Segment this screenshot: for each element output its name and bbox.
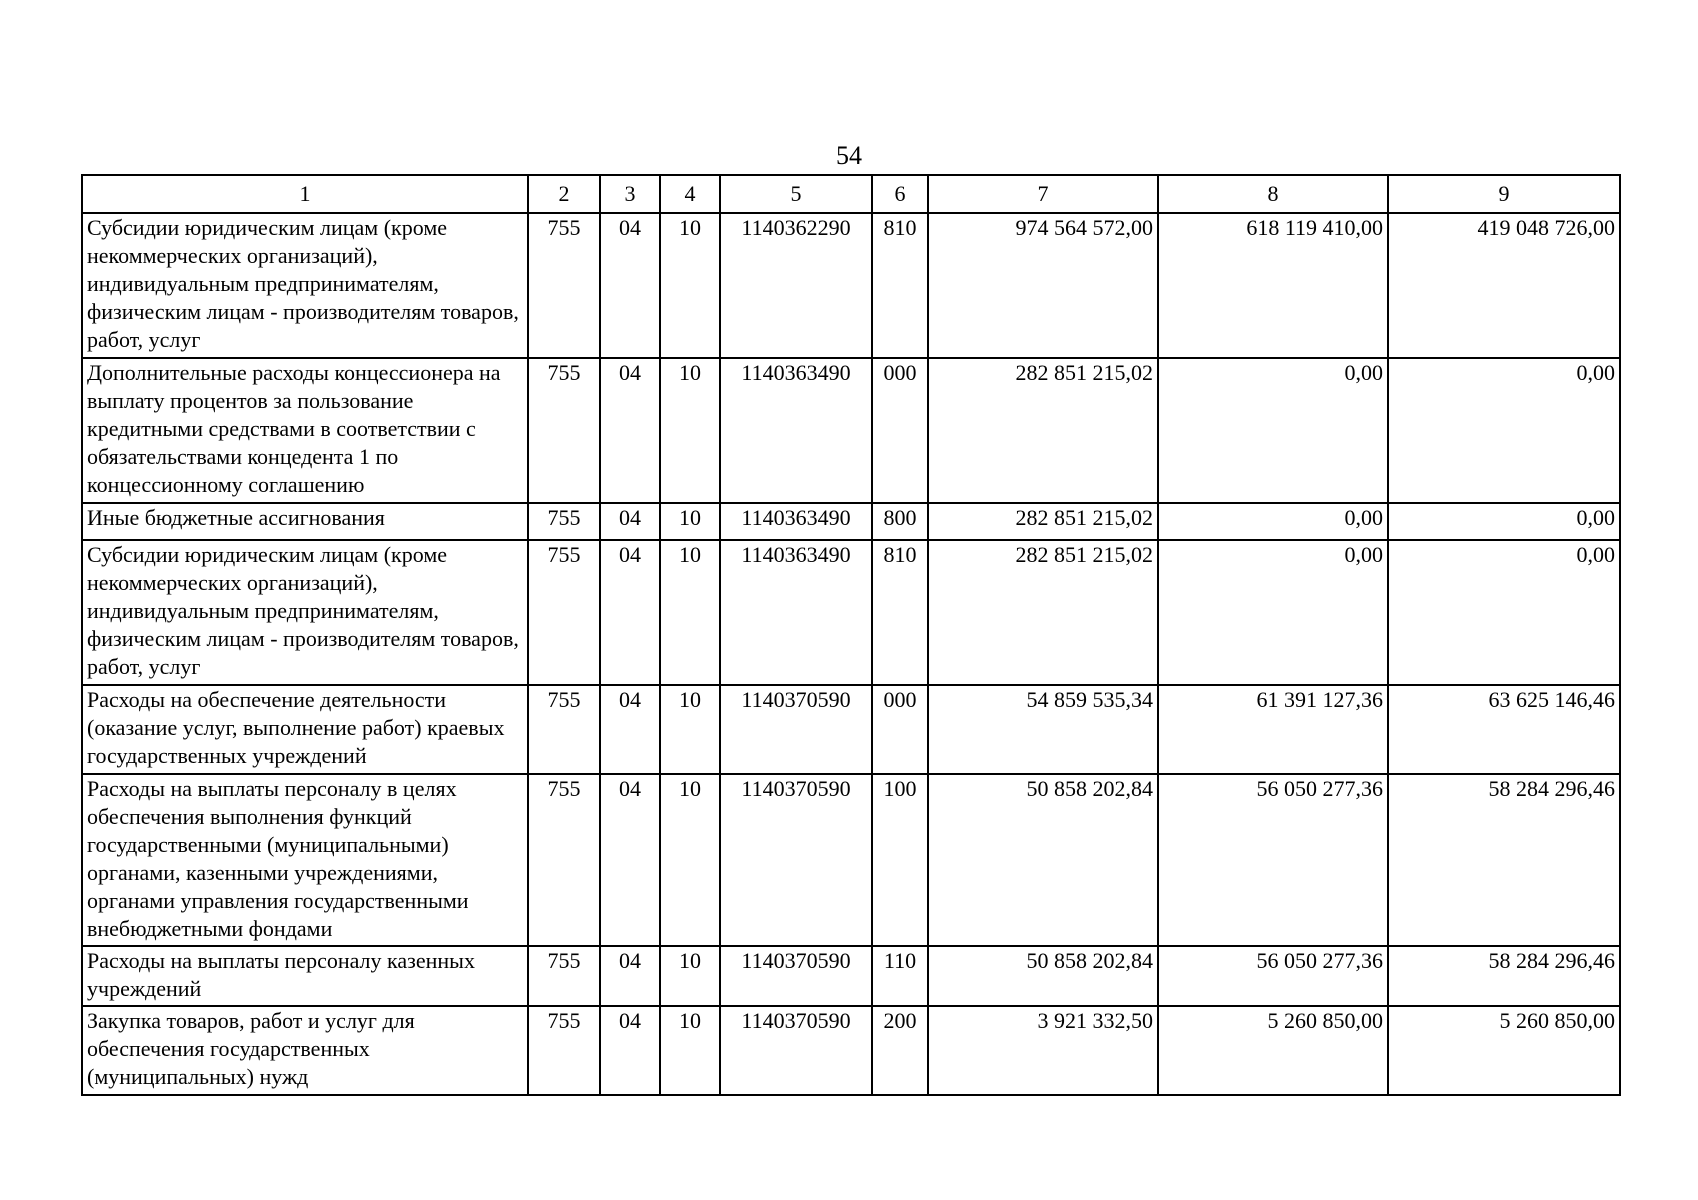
code-cell: 755 [528, 540, 600, 685]
amount-cell: 61 391 127,36 [1158, 685, 1388, 774]
code-cell: 810 [872, 540, 928, 685]
column-header: 2 [528, 175, 600, 213]
code-cell: 10 [660, 213, 720, 358]
code-cell: 755 [528, 1006, 600, 1095]
amount-cell: 0,00 [1158, 540, 1388, 685]
code-cell: 1140370590 [720, 946, 872, 1006]
code-cell: 1140370590 [720, 774, 872, 946]
budget-table [81, 174, 1621, 1096]
table-row [82, 540, 1620, 685]
column-header: 4 [660, 175, 720, 213]
code-cell: 755 [528, 503, 600, 540]
expense-name-cell: Расходы на выплаты персоналу в целях обеспечения выполнения функций государственными (муниципальными) органами, казенными учреждениями, органами управления государственными внебюджетными фондами [82, 774, 528, 946]
amount-cell: 282 851 215,02 [928, 540, 1158, 685]
code-cell: 10 [660, 946, 720, 1006]
code-cell: 755 [528, 774, 600, 946]
code-cell: 04 [600, 685, 660, 774]
code-cell: 1140370590 [720, 685, 872, 774]
code-cell: 04 [600, 774, 660, 946]
amount-cell: 58 284 296,46 [1388, 774, 1620, 946]
code-cell: 000 [872, 358, 928, 503]
amount-cell: 282 851 215,02 [928, 503, 1158, 540]
code-cell: 10 [660, 540, 720, 685]
expense-name-cell: Расходы на обеспечение деятельности (оказание услуг, выполнение работ) краевых государственных учреждений [82, 685, 528, 774]
table-row [82, 358, 1620, 503]
amount-cell: 56 050 277,36 [1158, 774, 1388, 946]
amount-cell: 618 119 410,00 [1158, 213, 1388, 358]
page-number: 54 [836, 141, 862, 170]
amount-cell: 56 050 277,36 [1158, 946, 1388, 1006]
code-cell: 10 [660, 685, 720, 774]
column-header: 7 [928, 175, 1158, 213]
amount-cell: 0,00 [1388, 540, 1620, 685]
code-cell: 10 [660, 503, 720, 540]
code-cell: 755 [528, 213, 600, 358]
expense-name-cell: Дополнительные расходы концессионера на выплату процентов за пользование кредитными средствами в соответствии с обязательствами концедента 1 по концессионному соглашению [82, 358, 528, 503]
amount-cell: 5 260 850,00 [1388, 1006, 1620, 1095]
table-row [82, 685, 1620, 774]
expense-name-cell: Закупка товаров, работ и услуг для обеспечения государственных (муниципальных) нужд [82, 1006, 528, 1095]
code-cell: 1140363490 [720, 358, 872, 503]
code-cell: 110 [872, 946, 928, 1006]
column-header: 3 [600, 175, 660, 213]
code-cell: 1140370590 [720, 1006, 872, 1095]
amount-cell: 0,00 [1158, 503, 1388, 540]
amount-cell: 50 858 202,84 [928, 946, 1158, 1006]
amount-cell: 54 859 535,34 [928, 685, 1158, 774]
table-row [82, 1006, 1620, 1095]
code-cell: 755 [528, 685, 600, 774]
amount-cell: 50 858 202,84 [928, 774, 1158, 946]
column-header: 1 [82, 175, 528, 213]
column-header: 8 [1158, 175, 1388, 213]
table-row [82, 213, 1620, 358]
amount-cell: 974 564 572,00 [928, 213, 1158, 358]
code-cell: 800 [872, 503, 928, 540]
expense-name-cell: Расходы на выплаты персоналу казенных учреждений [82, 946, 528, 1006]
amount-cell: 0,00 [1388, 503, 1620, 540]
amount-cell: 3 921 332,50 [928, 1006, 1158, 1095]
amount-cell: 0,00 [1388, 358, 1620, 503]
column-header: 6 [872, 175, 928, 213]
amount-cell: 0,00 [1158, 358, 1388, 503]
amount-cell: 5 260 850,00 [1158, 1006, 1388, 1095]
table-row [82, 774, 1620, 946]
code-cell: 04 [600, 540, 660, 685]
amount-cell: 282 851 215,02 [928, 358, 1158, 503]
column-header: 5 [720, 175, 872, 213]
expense-name-cell: Иные бюджетные ассигнования [82, 503, 528, 540]
code-cell: 04 [600, 213, 660, 358]
amount-cell: 63 625 146,46 [1388, 685, 1620, 774]
code-cell: 04 [600, 503, 660, 540]
table-row [82, 503, 1620, 540]
code-cell: 1140362290 [720, 213, 872, 358]
code-cell: 10 [660, 358, 720, 503]
code-cell: 1140363490 [720, 540, 872, 685]
code-cell: 04 [600, 946, 660, 1006]
column-header: 9 [1388, 175, 1620, 213]
code-cell: 810 [872, 213, 928, 358]
code-cell: 10 [660, 774, 720, 946]
code-cell: 100 [872, 774, 928, 946]
amount-cell: 58 284 296,46 [1388, 946, 1620, 1006]
code-cell: 755 [528, 358, 600, 503]
table-row [82, 946, 1620, 1006]
code-cell: 10 [660, 1006, 720, 1095]
code-cell: 000 [872, 685, 928, 774]
header-row [82, 175, 1620, 213]
code-cell: 200 [872, 1006, 928, 1095]
amount-cell: 419 048 726,00 [1388, 213, 1620, 358]
expense-name-cell: Субсидии юридическим лицам (кроме некоммерческих организаций), индивидуальным предпринимателям, физическим лицам - производителям товаров, работ, услуг [82, 213, 528, 358]
code-cell: 755 [528, 946, 600, 1006]
code-cell: 04 [600, 358, 660, 503]
code-cell: 04 [600, 1006, 660, 1095]
code-cell: 1140363490 [720, 503, 872, 540]
expense-name-cell: Субсидии юридическим лицам (кроме некоммерческих организаций), индивидуальным предпринимателям, физическим лицам - производителям товаров, работ, услуг [82, 540, 528, 685]
